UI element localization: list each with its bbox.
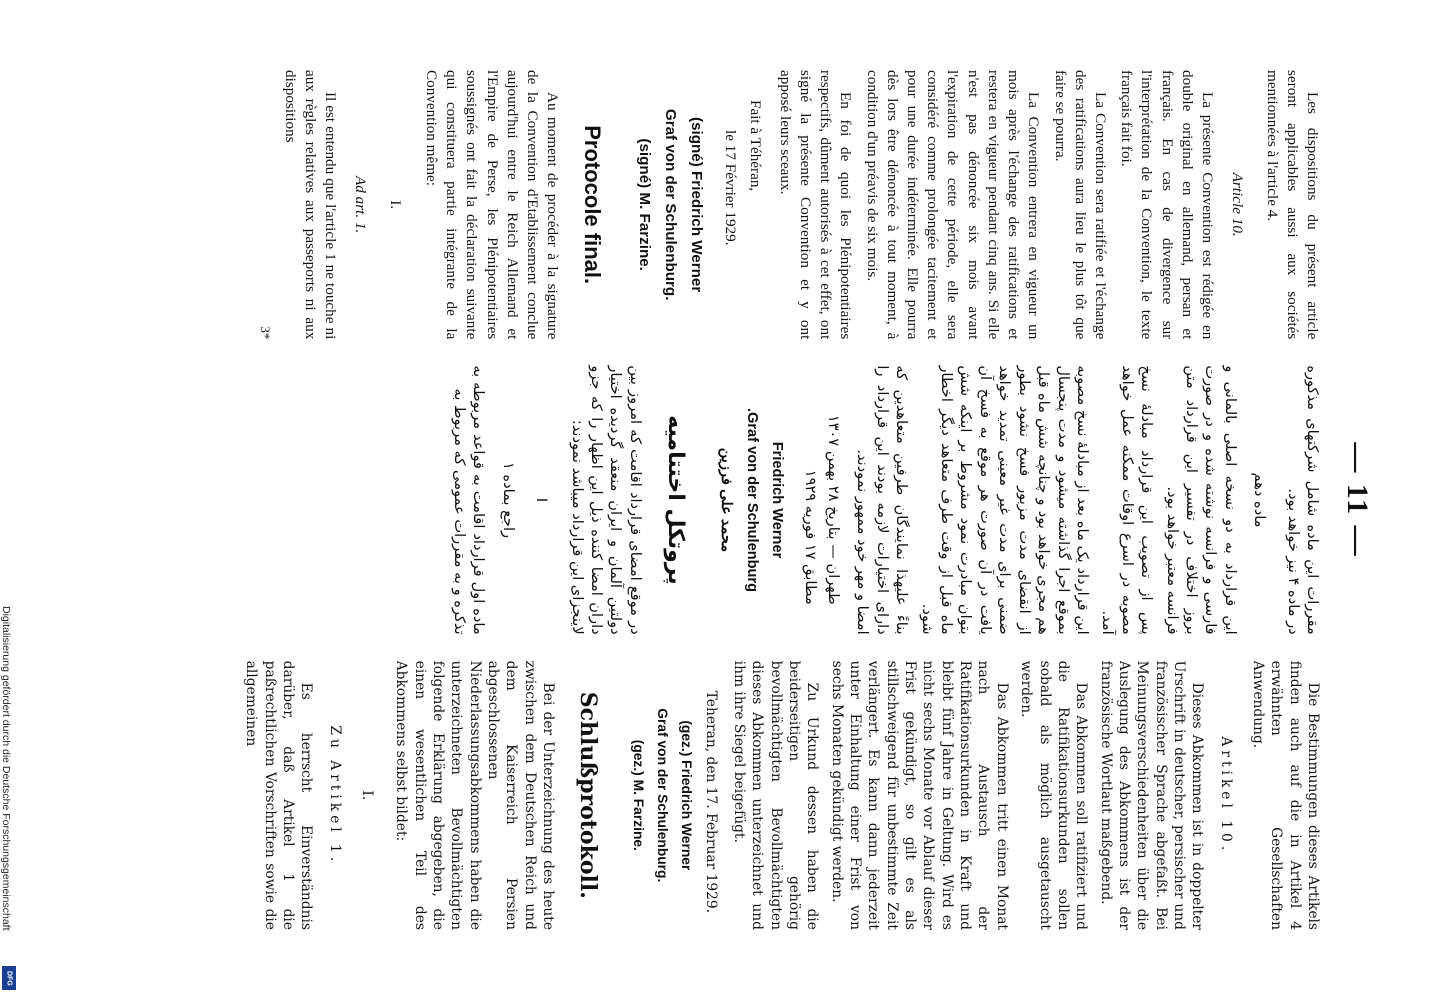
fa-ad-art1: راجع بماده ۱ [499, 461, 517, 539]
de-article10-heading: Artikel 10. [1217, 736, 1234, 855]
fr-ad-art1: Ad art. 1. [352, 175, 370, 234]
fr-signature-1b: Graf von der Schulenburg. [661, 108, 679, 301]
fr-art10-p2: La Convention sera ratifiée et l'échange des ratifications aura lieu le plus tôt que faire se pourra. [1051, 70, 1110, 340]
de-protocol-heading: Schlußprotokoll. [575, 691, 602, 899]
de-protocol-p1: Bei der Unterzeichnung des heute zwischen dem Deutschen Reich und dem Kaiserreich Persien abgeschlossenen Niederlassungsabkommens haben die unterzeichneten Bevollmächtigten folgende Erklärung abgegeben, die einen wesentlichen Teil des Abkommens selbst bildet: [393, 660, 557, 930]
fa-art10-p2: پس از تصویب این قرارداد مبادلهٔ نسخ مصوبه در اسرع اوقات ممکنه عمل خواهد آمد. [1099, 365, 1156, 635]
de-signature-2: (gez.) M. Farzine. [630, 739, 646, 851]
de-intro: Die Bestimmungen dieses Artikels finden auch auf die in Artikel 4 erwähnten Gesellschaften Anwendung. [1249, 660, 1321, 930]
signature-mark: 3* [257, 326, 273, 340]
three-language-columns [32, 70, 1322, 930]
fr-art10-p1: La présente Convention est rédigée en double original en allemand, persan et français. En cas de divergence sur l'interprétation de la Convention, le texte français fait foi. [1118, 70, 1217, 340]
fa-signature-1b: Graf von der Schulenburg. [743, 407, 760, 593]
fa-ad-art1-p1: ماده اول قرارداد اقامت به قواعد مربوطه به تذکره و به مقررات عمومی که مربوط به [450, 365, 488, 635]
de-signature-1b: Graf von der Schulenburg. [655, 708, 670, 883]
french-column [32, 70, 1322, 339]
persian-column [32, 365, 1322, 634]
credit-text: Digitalisierung gefördert durch die Deutsche Forschungsgemeinschaft [0, 606, 12, 931]
fr-signature-2: (signé) M. Farzine. [635, 138, 653, 271]
de-art10-p1: Dieses Abkommen ist in doppelter Urschrift in deutscher, persischer und französischer Sprache abgefaßt. Bei Meinungsverschiedenheiten über die Auslegung des Abkommens ist der französische Wortlaut maßgebend. [1097, 660, 1206, 930]
fa-signature-2: محمد علی فرزین [718, 447, 735, 553]
fr-signature-1: (signé) Friedrich Werner [688, 117, 706, 293]
fr-witness: En foi de quoi les Plénipotentiaires respectifs, dûment autorisés à cet effet, ont signé la présente Convention et y ont apposé leurs sceaux. [776, 70, 855, 340]
dfg-logo-icon: DFG [2, 966, 16, 990]
de-witness: Zu Urkund dessen haben die beiderseitigen gehörig bevollmächtigten Bevollmächtigten dieses Abkommen unterzeichnet und ihm ihre Siegel beigefügt. [731, 660, 821, 930]
fr-protocol-heading: Protocole final. [580, 125, 606, 285]
de-ad-art1-p1: Es herrscht Einverständnis darüber, daß Artikel 1 die paßrechtlichen Vorschriften sowie die allgemeinen [243, 660, 315, 930]
fa-protocol-heading: پروتکل اختتامیه [663, 415, 689, 585]
fr-place: Fait à Téhéran, [746, 100, 764, 192]
de-art10-p3: Das Abkommen tritt einen Monat nach Austausch der Ratifikationsurkunden in Kraft und bleibt fünf Jahre in Geltung. Wird es nicht sechs Monate vor Ablauf dieser Frist gekündigt, so gilt es als stillschweigend für unbestimmte Zeit verlängert. Es kann dann jederzeit unter Einhaltung einer Frist von sechs Monaten gekündigt werden. [828, 660, 1010, 930]
fr-article10-heading: Article 10. [1229, 172, 1247, 237]
fr-protocol-p1: Au moment de procéder à la signature de la Convention d'Etablissement conclue aujourd'hui entre le Reich Allemand et l'Empire de Perse, les Plénipotentiaires soussignés ont fait la déclaration suivante qui constituera partie intégrante de la Convention même: [422, 70, 562, 340]
de-signature-1: (gez.) Friedrich Werner [679, 720, 695, 871]
de-ad-art1: Zu Artikel 1. [326, 725, 343, 866]
fa-roman-1: I [533, 497, 551, 503]
fa-signature-1: Friedrich Werner [769, 441, 786, 559]
fr-intro: Les dispositions du présent article seront applicables aussi aux sociétés mentionnées à l'article 4. [1263, 70, 1321, 340]
fa-intro: مقررات این ماده شامل شرکتهای مذکوره در ماده ۴ نیز خواهد بود. [1284, 365, 1321, 635]
de-place: Teheran, den 17. Februar 1929. [702, 690, 719, 914]
de-art10-p2: Das Abkommen soll ratifiziert und die Ratifikationsurkunden sollen sobald als möglich ausgetauscht werden. [1018, 660, 1090, 930]
fa-witness: بناءً علیهذا نمایندگان طرفین متعاهدین که دارای اختیارات لازمه بودند این قرارداد را امضا و مهر خود ممهور نمودند. [854, 365, 911, 635]
fa-art10-p1: این قرارداد به دو نسخه اصلی بالمانی و فارسی و فرانسه نوشته شده و در صورت بروز اختلاف در تفسیر این قرارداد متن فرانسه معتبر خواهد بود. [1163, 365, 1239, 635]
page-number: — 11 — [1341, 442, 1374, 558]
fa-place: طهران — بتاریخ ۲۸ بهمن ۱۳۰۷ [825, 414, 843, 605]
de-roman-1: I. [358, 790, 375, 801]
fa-art10-p3: این قرارداد یک ماه بعد از مبادلهٔ نسخ مصوبه بموقع اجرا گذاشته میشود و مدت پنجسال هم مجری خواهد بود و چنانچه شش ماه قبل از انقضای مدت مزبور فسخ نشود بطور ضمنی برای مدت غیر معینی تمدید خواهد یافت در آن صورت هر موقع به فسخ آن بتوان مبادرت نمود مشروط بر اینکه شش ماه قبل از وقت طرف متعاهد دیگر اخطار شود. [918, 365, 1091, 635]
fr-date: le 17 Février 1929. [722, 130, 740, 246]
german-column [32, 661, 1322, 930]
fa-protocol-p1: در موقع امضای قرارداد اقامت که امروز بین دولتین آلمان و ایران منعقد گردیده اختیار داران امضا کننده ذیل این اظهار را که جزو لاینجزای این قرارداد میباشد نمودند: [568, 365, 644, 635]
fr-ad-art1-p1: Il est entendu que l'article 1 ne touche ni aux règles relatives aux passeports ni aux dispositions [281, 70, 340, 340]
fa-date: مطابق ۱۷ فوریه ۱۹۲۹ [801, 469, 819, 605]
fr-roman-1: I. [386, 200, 404, 210]
fa-article10-heading: ماده دهم [1251, 472, 1269, 528]
fr-art10-p3: La Convention entrera en vigueur un mois après l'échange des ratifications et restera en vigueur pendant cinq ans. Si elle n'est pas dénoncée six mois avant l'expiration de cette période, elle sera considéré comme prolongée tacitement et pour une durée indéterminée. Elle pourra dès lors être dénoncée à tout moment, à condition d'un préavis de six mois. [863, 70, 1043, 340]
